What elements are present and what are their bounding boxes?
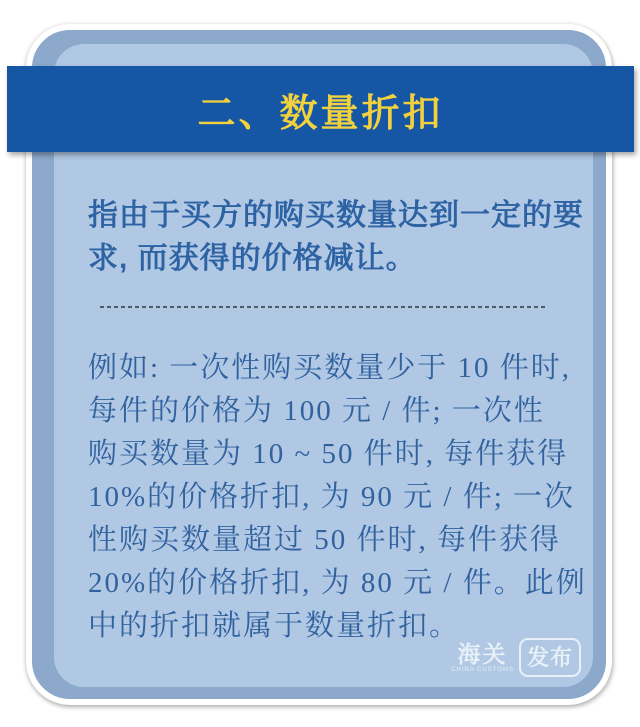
customs-logo-wordmark — [451, 642, 514, 674]
example-line: 性购买数量超过 50 件时, 每件获得 — [88, 524, 562, 556]
example-line: 每件的价格为 100 元 / 件; 一次性 — [88, 395, 545, 427]
example-line: 购买数量为 10 ~ 50 件时, 每件获得 — [88, 438, 569, 470]
definition-line: 指由于买方的购买数量达到一定的要 — [88, 199, 584, 232]
example-line: 中的折扣就属于数量折扣。 — [88, 610, 461, 642]
example-line: 20%的价格折扣, 为 80 元 / 件。此例 — [88, 567, 587, 599]
example-line: 例如: 一次性购买数量少于 10 件时, — [88, 352, 572, 384]
customs-logo-chinese: 海关 — [457, 640, 508, 667]
definition-line: 求, 而获得的价格减让。 — [88, 242, 417, 275]
customs-logo-english: CHINA CUSTOMS — [451, 666, 514, 673]
example-paragraph — [88, 347, 587, 648]
example-line: 10%的价格折扣, 为 90 元 / 件; 一次 — [88, 481, 576, 513]
section-title: 二、数量折扣 — [197, 92, 444, 135]
definition-paragraph — [88, 194, 584, 280]
section-banner — [7, 66, 634, 152]
china-customs-logo — [451, 638, 581, 677]
dashed-divider — [100, 306, 546, 308]
customs-logo-badge: 发布 — [519, 638, 581, 677]
